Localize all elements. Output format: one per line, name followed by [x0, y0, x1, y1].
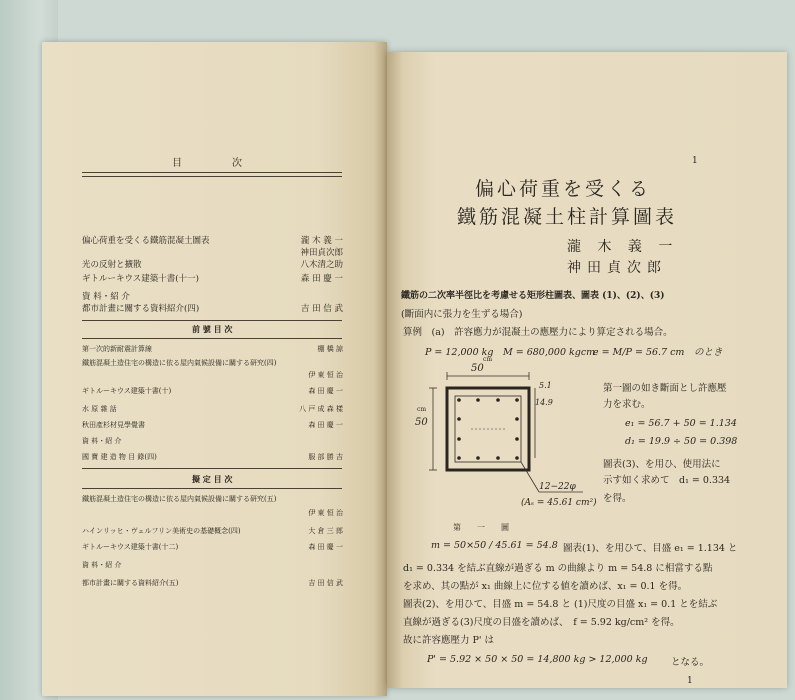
body-line-6: 示す如く求めて d₁ = 0.334 — [603, 475, 731, 486]
given-values: P = 12,000 kg M = 680,000 kgcm — [425, 347, 596, 358]
fig-area-label: (Aₛ = 45.61 cm²) — [521, 498, 597, 508]
next-item-author: 大 倉 三 郎 — [308, 527, 343, 535]
column-section-figure — [411, 362, 597, 520]
rule — [82, 468, 342, 469]
article-title-line2: 鐵筋混凝土柱計算圖表 — [457, 206, 678, 228]
previous-issue-title: 前 號 目 次 — [192, 324, 233, 334]
fig-bars-label: 12−22φ — [539, 482, 576, 492]
equation-m: m = 50×50 / 45.61 = 54.8 — [431, 540, 558, 551]
rule — [82, 172, 342, 177]
fig-unit-label: cm — [483, 356, 493, 363]
body-line-10: を求め、其の點が x₁ 曲線上に位する値を讀めば、x₁ = 0.1 を得。 — [403, 581, 688, 592]
toc-item-author: 森 田 慶 一 — [300, 274, 343, 284]
planned-issue-title: 擬 定 目 次 — [192, 474, 233, 484]
left-page — [42, 42, 387, 696]
fig-height-label: 50 — [415, 417, 428, 428]
prev-item-author: 服 部 勝 吉 — [308, 453, 343, 461]
next-item-title: ハインリッヒ・ヴェルフリン美術史の基礎概念(四) — [82, 527, 241, 535]
section-heading: 鐵筋の二次率半徑比を考慮せる矩形柱圖表、圖表 (1)、(2)、(3) — [401, 291, 665, 301]
prev-item-author: 伊 東 恒 治 — [308, 371, 343, 379]
body-line-9: d₁ = 0.334 を結ぶ直線が過ぎる m の曲線より m = 54.8 に相當する點 — [403, 563, 713, 574]
body-line-5: 圖表(3)、を用ひ、使用法に — [603, 459, 721, 470]
prev-item-title: 資 料・紹 介 — [82, 437, 122, 445]
prev-item-author: 森 田 慶 一 — [308, 387, 343, 395]
body-line-14: となる。 — [671, 657, 710, 668]
next-item-author: 森 田 慶 一 — [308, 543, 343, 551]
next-item-author: 吉 田 信 武 — [308, 579, 343, 587]
toc-item-title: 資 料・紹 介 — [82, 292, 130, 302]
body-line-12: 直線が過ぎる(3)尺度の目盛を讀めば、 f = 5.92 kg/cm² を得。 — [403, 617, 680, 628]
prev-item-author: 八 戸 成 森 樣 — [299, 405, 343, 413]
example-line: 算例 (a) 許容應力が混凝土の應壓力により算定される場合。 — [403, 327, 673, 338]
fig-depth-label: 14.9 — [535, 398, 553, 407]
next-item-title: ギトルーキウス建築十書(十二) — [82, 543, 179, 551]
equation-e1: e₁ = 56.7 + 50 = 1.134 — [625, 418, 737, 429]
toc-item-title: 光の反射と擴散 — [82, 260, 142, 270]
author-2: 神田貞次郎 — [567, 260, 667, 276]
toc-item-title: ギトルーキウス建築十書(十一) — [82, 274, 199, 284]
author-1: 瀧 木 義 一 — [567, 239, 679, 255]
prev-item-title: 國 寶 建 造 物 目 錄(四) — [82, 453, 157, 461]
next-item-title: 資 料・紹 介 — [82, 561, 122, 569]
toc-item-title: 偏心荷重を受くる鐵筋混凝土圖表 — [82, 236, 210, 246]
fig-unit-label-2: cm — [417, 406, 427, 413]
fig-width-label: 50 — [471, 363, 484, 374]
rule — [82, 320, 342, 321]
body-line-8: 圖表(1)、を用ひて、目盛 e₁ = 1.134 と — [563, 543, 738, 554]
page-number-bottom: 1 — [687, 676, 693, 686]
equation-d1: d₁ = 19.9 ÷ 50 = 0.398 — [625, 436, 738, 447]
next-item-title: 鐵筋混凝土造住宅の構造に依る屋内氣候設備に關する研究(五) — [82, 495, 277, 503]
body-line-11: 圖表(2)、を用ひて、目盛 m = 54.8 と (1)尺度の目盛 x₁ = 0.1 とを結ぶ — [403, 599, 718, 610]
eccentricity-formula: e = M/P = 56.7 cm のとき — [593, 347, 723, 358]
toc-item-title: 都市計畫に關する資料紹介(四) — [82, 304, 200, 314]
fig-cover-label: 5.1 — [539, 381, 552, 390]
toc-title: 目 次 — [172, 158, 244, 169]
body-line-4: 力を求む。 — [603, 399, 651, 410]
toc-item-author: 瀧 木 義 一 — [300, 236, 343, 246]
toc-item-author: 神田貞次郎 — [300, 248, 343, 258]
section-subheading: (斷面内に張力を生ずる場合) — [401, 309, 523, 320]
prev-item-author: 棚 橋 諒 — [317, 345, 343, 353]
right-page — [387, 52, 787, 688]
prev-item-title: 鐵筋混凝土造住宅の構造に依る屋内氣候設備に關する研究(四) — [82, 359, 277, 367]
prev-item-author: 森 田 慶 一 — [308, 421, 343, 429]
article-title-line1: 偏心荷重を受くる — [475, 178, 652, 200]
prev-item-title: 秋田產杉材見學覺書 — [82, 421, 145, 429]
body-line-13: 故に許容應壓力 P' は — [403, 635, 495, 646]
body-line-3: 第一圖の如き斷面とし許應壓 — [603, 383, 727, 394]
figure-caption: 第 一 圖 — [453, 523, 509, 532]
body-line-7: を得。 — [603, 493, 632, 504]
rule — [82, 338, 342, 339]
next-item-author: 伊 東 恒 治 — [308, 509, 343, 517]
rule — [82, 488, 342, 489]
prev-item-title: 水 原 雜 話 — [82, 405, 117, 413]
page-number-top: 1 — [692, 156, 698, 166]
next-item-title: 都市計畫に關する資料紹介(五) — [82, 579, 179, 587]
prev-item-title: 第一次的新耐震計算線 — [82, 345, 152, 353]
toc-item-author: 吉 田 信 武 — [300, 304, 343, 314]
toc-item-author: 八木清之助 — [300, 260, 343, 270]
prev-item-title: ギトルーキウス建築十書(十) — [82, 387, 172, 395]
equation-result: P' = 5.92 × 50 × 50 = 14,800 kg > 12,000 kg — [427, 654, 648, 665]
